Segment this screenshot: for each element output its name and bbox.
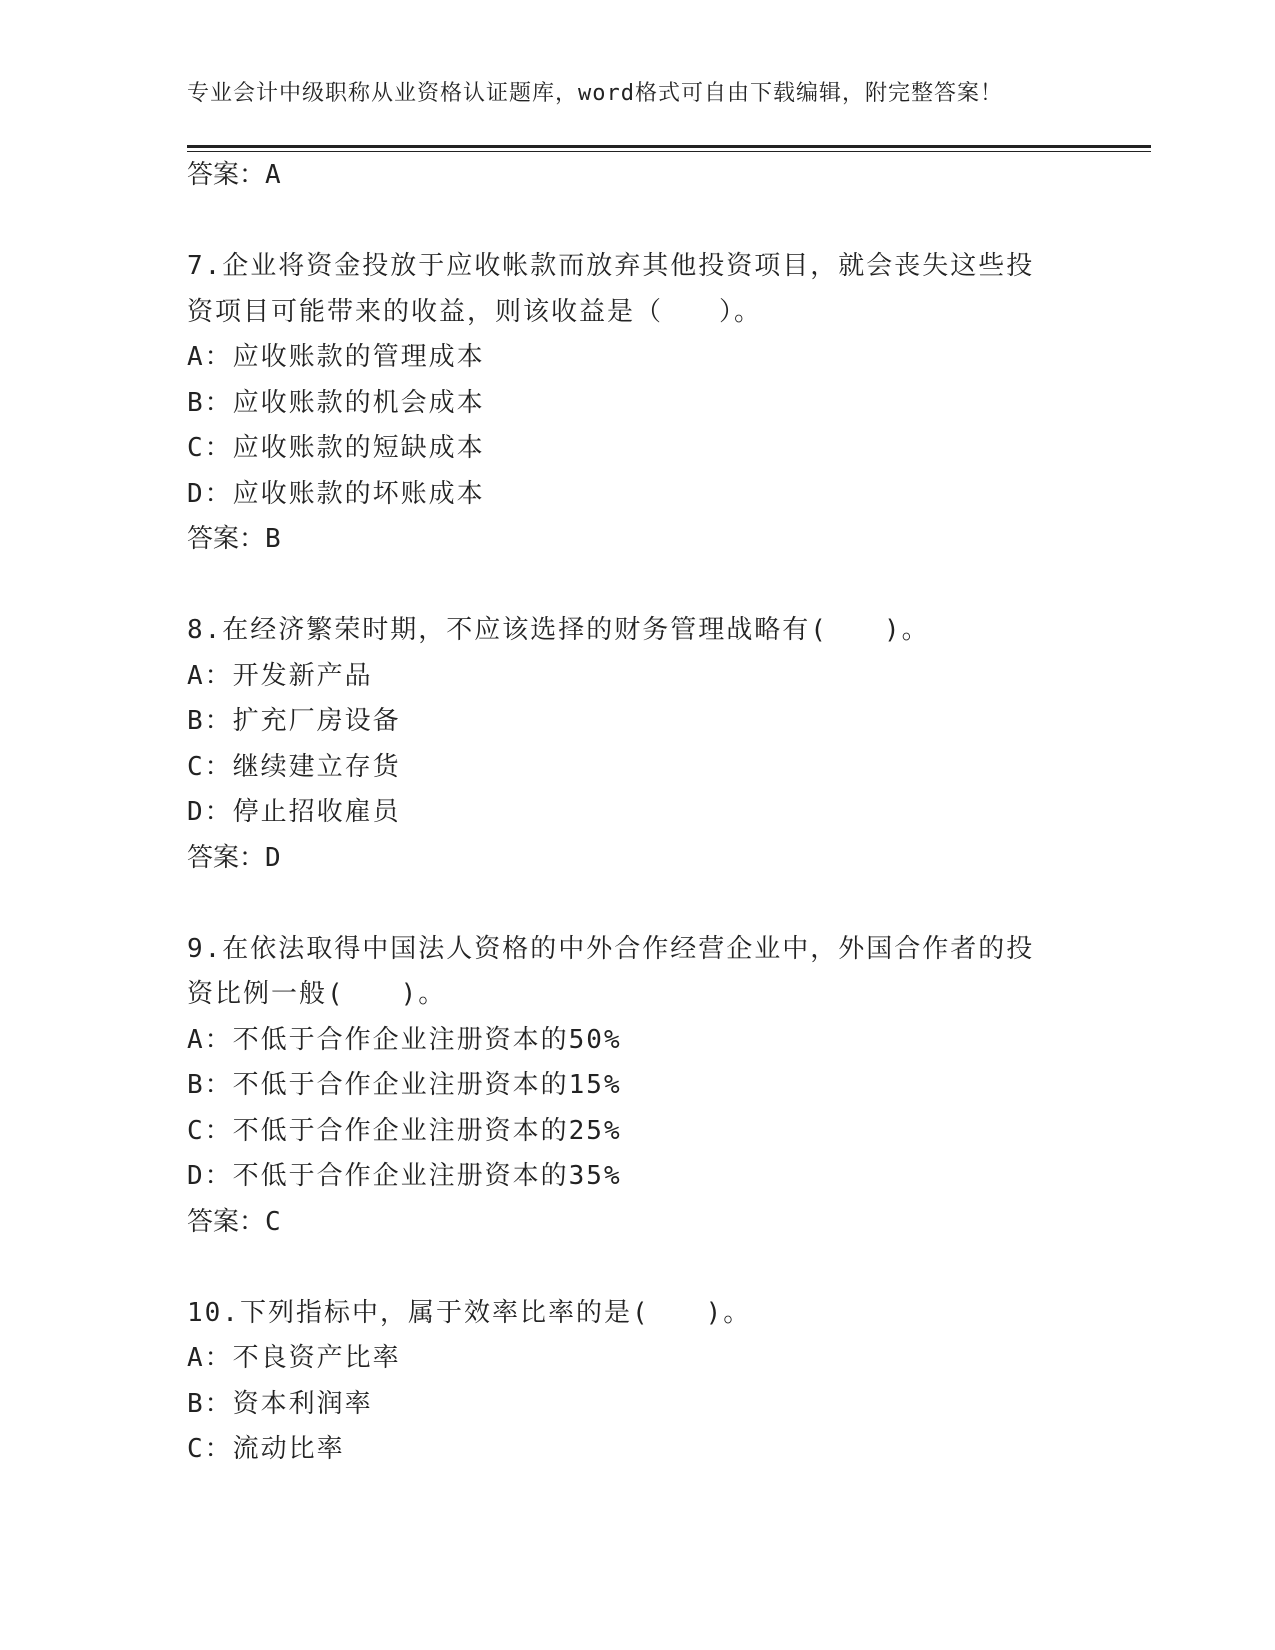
answer-line (187, 1200, 1087, 1246)
question-text: 8.在经济繁荣时期，不应该选择的财务管理战略有( )。 (187, 615, 930, 645)
answer-label: 答案： (187, 160, 266, 190)
spacer (187, 199, 1087, 245)
question-text: 7.企业将资金投放于应收帐款而放弃其他投资项目，就会丧失这些投 (187, 251, 1035, 281)
answer-label: 答案： (187, 842, 266, 873)
question-block (187, 608, 1087, 881)
option-c: C：不低于合作企业注册资本的25% (187, 1115, 622, 1146)
question-text: 资项目可能带来的收益，则该收益是（ ）。 (187, 296, 763, 327)
answer-label: 答案： (187, 1206, 266, 1237)
spacer (187, 563, 1087, 609)
answer-value: B (265, 524, 281, 554)
option-b: B：应收账款的机会成本 (187, 387, 485, 418)
question-block (187, 244, 1087, 563)
option-d: D：停止招收雇员 (187, 797, 401, 827)
spacer (187, 1245, 1087, 1291)
option-b: B：资本利润率 (187, 1388, 373, 1419)
header-rule-thick (187, 145, 1151, 148)
answer-value: C (265, 1206, 281, 1237)
option-b: B：扩充厂房设备 (187, 706, 401, 736)
answer-value: A (265, 160, 281, 190)
option-a: A：应收账款的管理成本 (187, 342, 485, 372)
option-a: A：开发新产品 (187, 660, 373, 691)
option-c: C：应收账款的短缺成本 (187, 433, 485, 463)
answer-value: D (265, 842, 281, 873)
answer-line (187, 836, 1087, 882)
option-a: A：不良资产比率 (187, 1343, 401, 1373)
question-block (187, 927, 1087, 1246)
question-text: 10.下列指标中，属于效率比率的是( )。 (187, 1297, 752, 1328)
option-c: C：继续建立存货 (187, 751, 401, 782)
answer-label: 答案： (187, 524, 266, 554)
header-rule-thin (187, 151, 1151, 152)
question-text: 9.在依法取得中国法人资格的中外合作经营企业中，外国合作者的投 (187, 933, 1035, 964)
option-c: C：流动比率 (187, 1434, 345, 1464)
document-body (187, 153, 1087, 1473)
option-d: D：不低于合作企业注册资本的35% (187, 1161, 622, 1191)
question-text: 资比例一般( )。 (187, 979, 447, 1009)
option-b: B：不低于合作企业注册资本的15% (187, 1070, 622, 1100)
answer-line (187, 153, 1087, 199)
page-header: 专业会计中级职称从业资格认证题库，word格式可自由下载编辑，附完整答案！ (187, 81, 1003, 106)
spacer (187, 881, 1087, 927)
question-block (187, 1291, 1087, 1473)
option-d: D：应收账款的坏账成本 (187, 478, 485, 509)
answer-line (187, 517, 1087, 563)
option-a: A：不低于合作企业注册资本的50% (187, 1024, 622, 1055)
